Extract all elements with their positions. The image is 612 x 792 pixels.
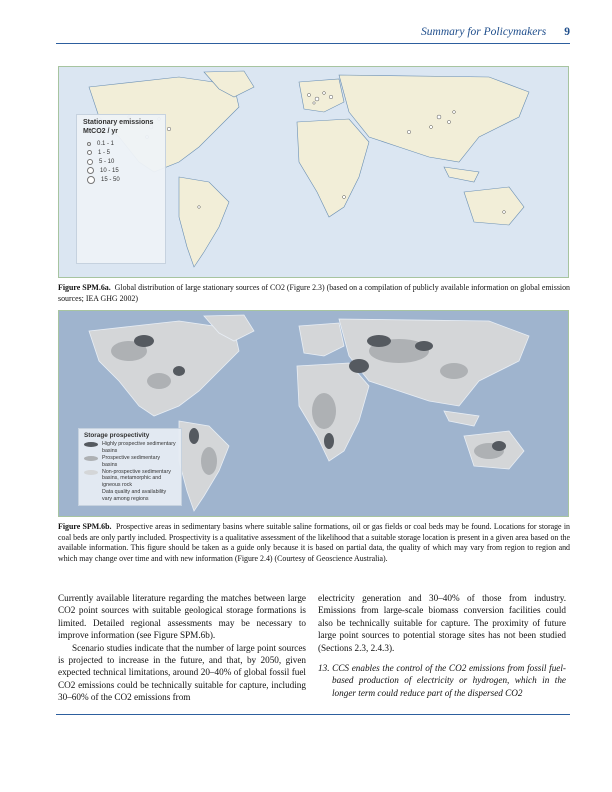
dot-icon: [87, 159, 93, 165]
legend-item: Prospective sedimentary basins: [84, 455, 176, 468]
europe: [299, 79, 344, 112]
caption-text: Prospective areas in sedimentary basins where suitable saline formations, oil or gas fields or coal beds may be found. Locations for storage in coal beds are only partly included. Prospectivity is a qualitative assessment of the likelihood that a suitable storage location is present in a given area based on the available information. This figure should be taken as a guide only because it is based on partial data, the quality of which may vary from region to region and which may change over time and with new information (Figure 2.4) (Courtesy of Geoscience Australia).: [58, 522, 570, 563]
paragraph: Currently available literature regarding the matches between large CO2 point sources with suitable geological storage formations is limited. Detailed regional assessments may be necessary to improve information (see Figure SPM.6b).: [58, 593, 306, 641]
swatch-icon: [84, 456, 98, 461]
numbered-finding: 13. CCS enables the control of the CO2 emissions from fossil fuel-based production of electricity or hydrogen, which in the longer term could reduce part of the dispersed CO2: [318, 663, 566, 698]
legend-title: Stationary emissions: [83, 119, 154, 126]
dot-icon: [87, 176, 95, 184]
legend-note: Data quality and availability vary among regions: [102, 489, 167, 502]
legend-item: 15 - 50: [87, 175, 159, 184]
caption-label: Figure SPM.6a.: [58, 283, 111, 292]
caption-label: Figure SPM.6b.: [58, 522, 112, 531]
paragraph: Scenario studies indicate that the number of large point sources is projected to increase in the future, and that, by 2050, given expected technical limitations, around 20–40% of global fossil fuel CO2 emissions could be technically suitable for capture, including 30–60% of the CO2 emissions from: [58, 642, 306, 703]
asia: [339, 75, 529, 162]
body-column-left: [58, 592, 306, 704]
figure-caption-a: [58, 283, 570, 304]
emissions-legend: [76, 114, 166, 264]
indonesia: [444, 167, 479, 182]
paragraph: electricity generation and 30–40% of those from industry. Emissions from large-scale biomass conversion facilities could also be technically suitable for capture. The proximity of future large point sources to potential storage sites has not been studied (Sections 2.3, 2.4.3).: [318, 593, 566, 653]
footer-rule: [56, 714, 570, 715]
africa: [297, 119, 369, 217]
legend-units: MtCO2 / yr: [83, 127, 119, 135]
storage-legend: [78, 428, 182, 506]
legend-item: Non-prospective sedimentary basins, metamorphic and igneous rock: [84, 469, 176, 488]
figure-caption-b: [58, 522, 570, 564]
legend-item: 1 - 5: [87, 148, 159, 157]
swatch-icon: [84, 470, 98, 475]
legend-item: 0.1 - 1: [87, 139, 159, 148]
legend-item: 10 - 15: [87, 166, 159, 175]
caption-text: Global distribution of large stationary sources of CO2 (Figure 2.3) (based on a compilation of publicly available information on global emission sources; IEA GHG 2002): [58, 283, 570, 303]
page-number: 9: [564, 26, 570, 38]
dot-icon: [87, 150, 92, 155]
header-rule: [56, 43, 570, 44]
swatch-icon: [84, 442, 98, 447]
australia: [464, 187, 524, 225]
south-america: [179, 177, 229, 267]
legend-item: Highly prospective sedimentary basins: [84, 441, 176, 454]
section-title: Summary for Policymakers: [421, 26, 547, 38]
dot-icon: [87, 142, 91, 146]
legend-title: Storage prospectivity: [84, 432, 150, 439]
body-column-right: [318, 592, 566, 699]
dot-icon: [87, 167, 94, 174]
legend-item: 5 - 10: [87, 157, 159, 166]
running-header: [56, 26, 570, 42]
